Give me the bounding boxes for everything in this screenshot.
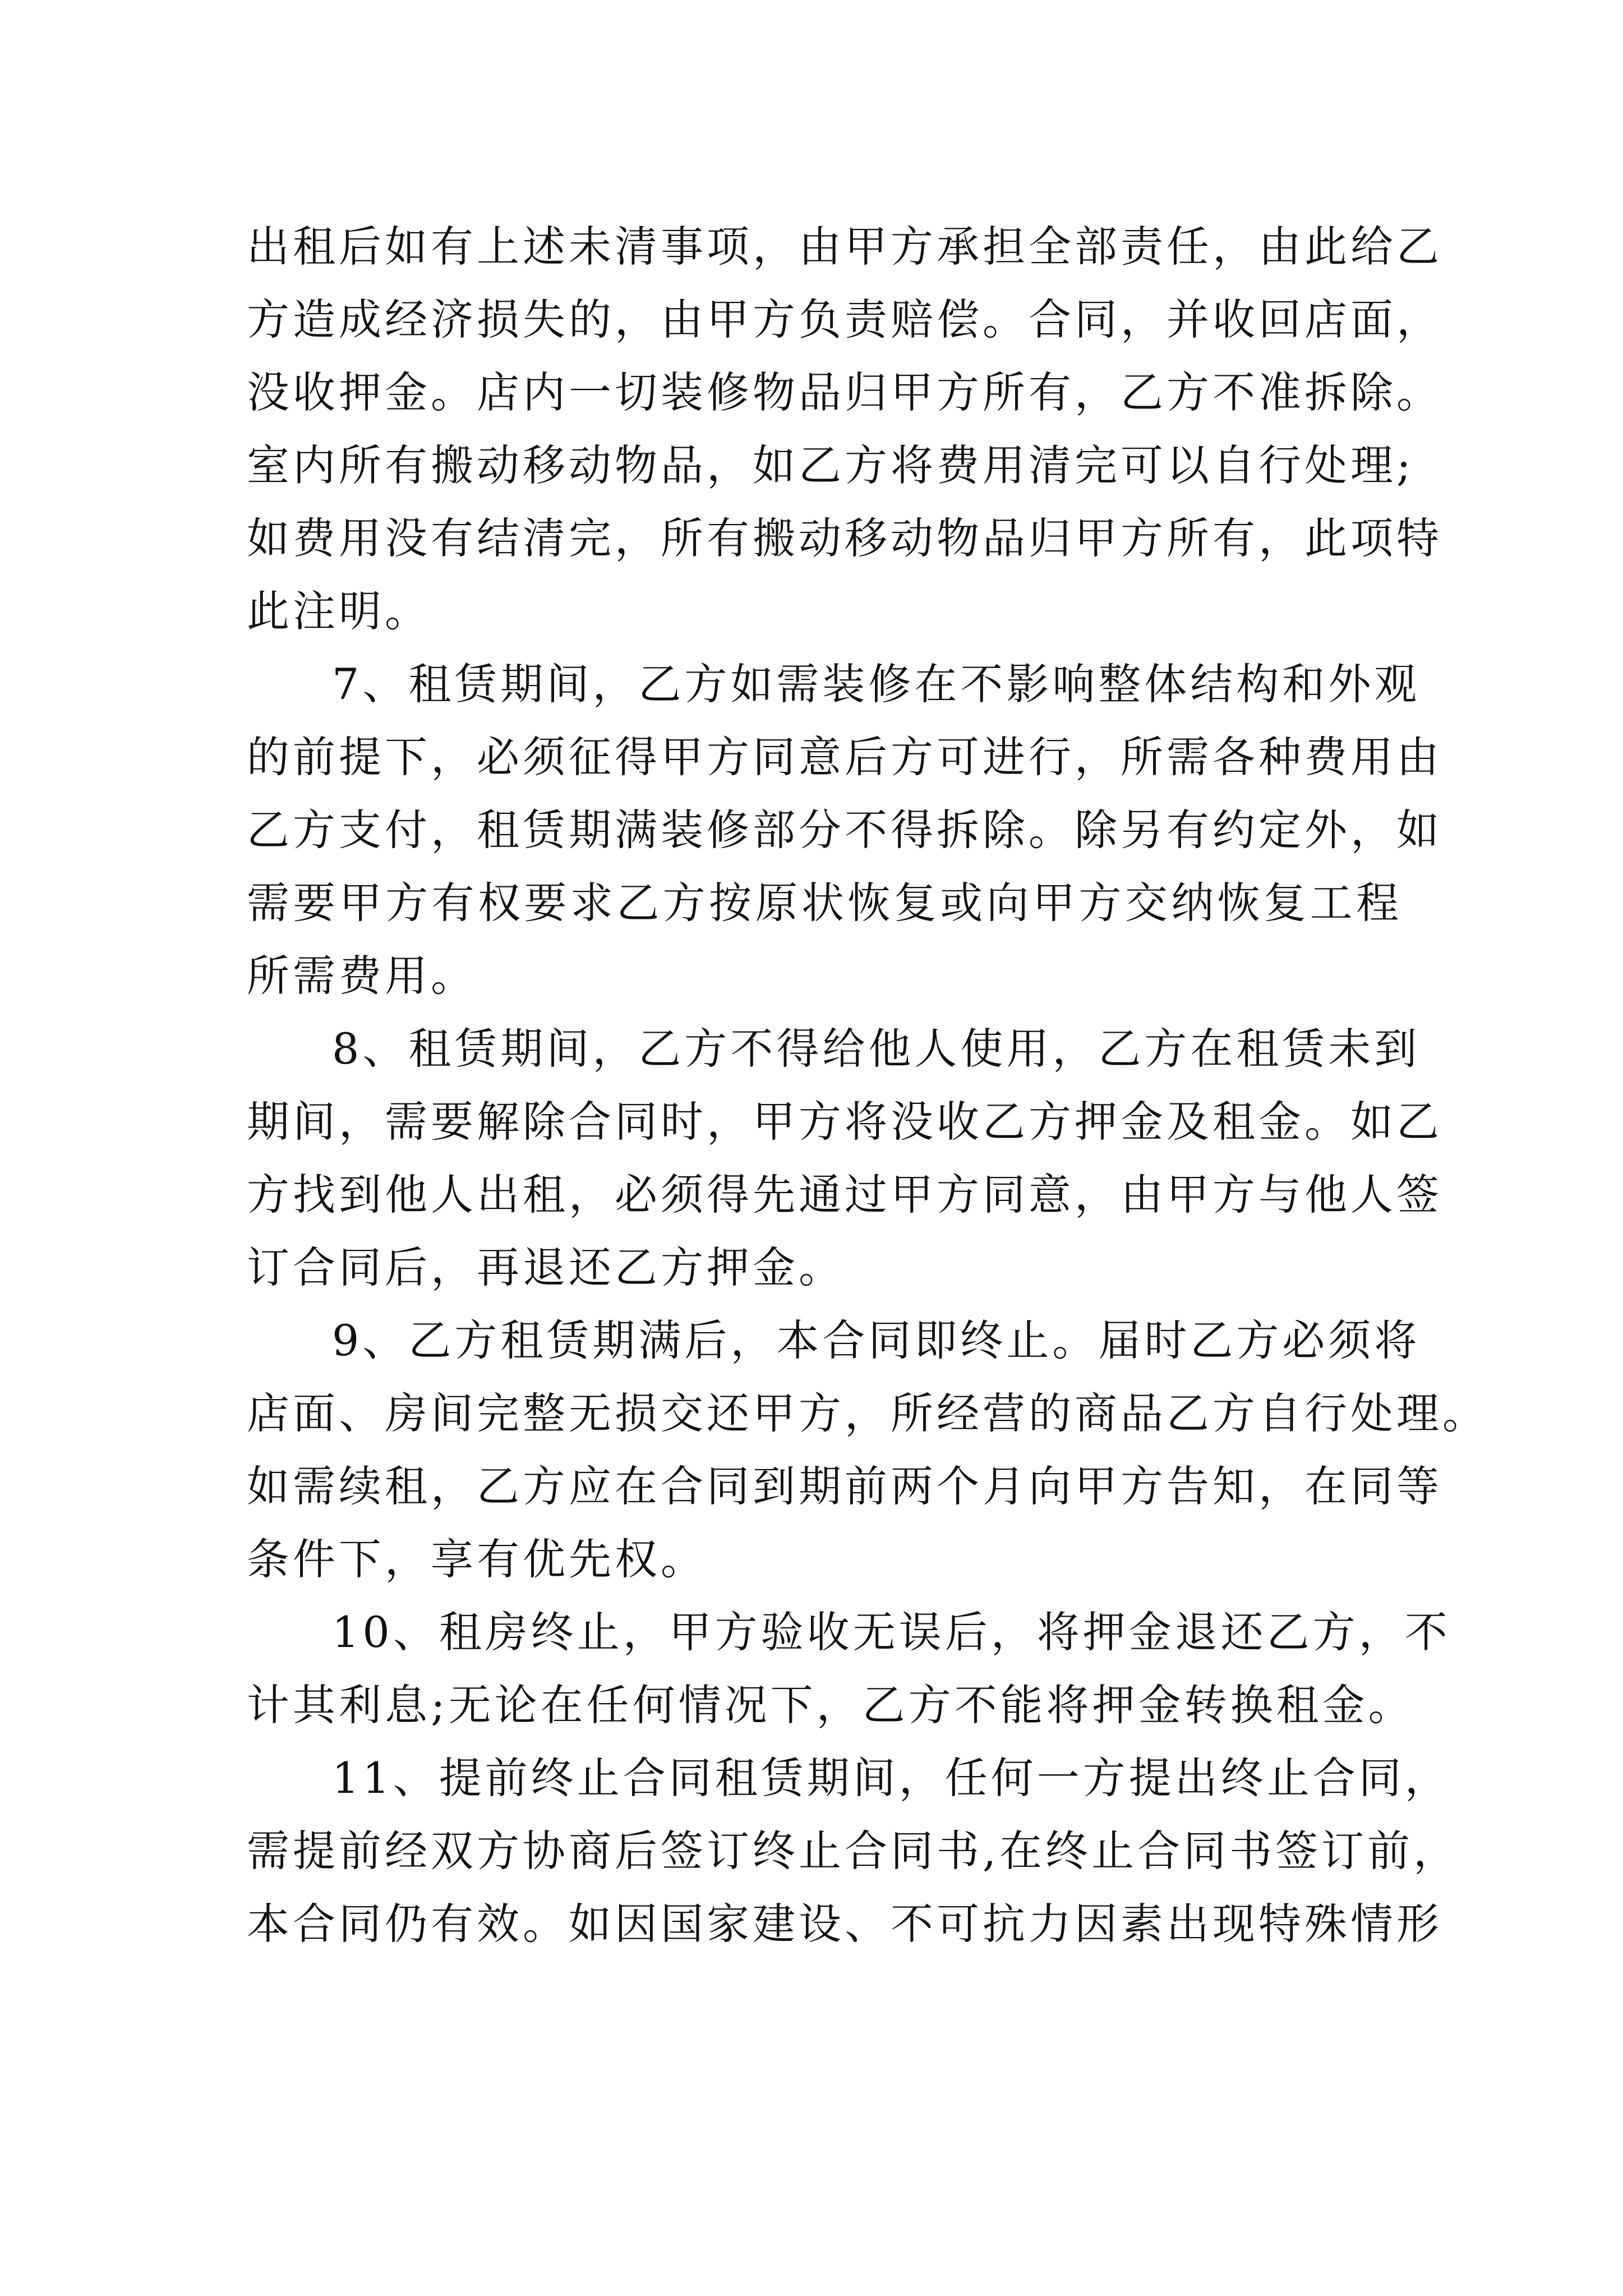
- text-line: 8、租赁期间，乙方不得给他人使用，乙方在租赁未到: [332, 1024, 1421, 1074]
- text-line: 期间，需要解除合同时，甲方将没收乙方押金及租金。如乙: [247, 1097, 1442, 1147]
- text-line: 出租后如有上述未清事项，由甲方承担全部责任，由此给乙: [247, 222, 1442, 272]
- text-line: 没收押金。店内一切装修物品归甲方所有，乙方不准拆除。: [247, 367, 1442, 417]
- text-line: 需提前经双方协商后签订终止合同书,在终止合同书签订前，: [247, 1826, 1460, 1876]
- text-line: 计其利息;无论在任何情况下，乙方不能将押金转换租金。: [247, 1680, 1414, 1730]
- paragraph-continuation: [247, 210, 1442, 648]
- text-line: 所需费用。: [247, 951, 477, 1001]
- clause-7: [247, 648, 1442, 1013]
- text-line: 11、提前终止合同租赁期间，任何一方提出终止合同，: [332, 1753, 1451, 1803]
- text-line: 订合同后，再退还乙方押金。: [247, 1243, 845, 1292]
- document-body: [247, 210, 1488, 1961]
- clause-11: [247, 1742, 1460, 1961]
- text-line: 店面、房间完整无损交还甲方，所经营的商品乙方自行处理。: [247, 1388, 1488, 1438]
- text-line: 乙方支付，租赁期满装修部分不得拆除。除另有约定外，如: [247, 805, 1442, 855]
- text-line: 10、租房终止，甲方验收无误后，将押金退还乙方，不: [332, 1607, 1451, 1657]
- clause-10: [247, 1596, 1451, 1742]
- text-line: 本合同仍有效。如因国家建设、不可抗力因素出现特殊情形: [247, 1899, 1442, 1949]
- text-line: 室内所有搬动移动物品，如乙方将费用清完可以自行处理;: [247, 440, 1414, 490]
- text-line: 如费用没有结清完，所有搬动移动物品归甲方所有，此项特: [247, 513, 1442, 563]
- text-line: 9、乙方租赁期满后，本合同即终止。届时乙方必须将: [332, 1315, 1421, 1365]
- text-line: 此注明。: [247, 586, 431, 636]
- clause-9: [247, 1304, 1488, 1596]
- text-line: 条件下，享有优先权。: [247, 1534, 707, 1584]
- text-line: 方找到他人出租，必须得先通过甲方同意，由甲方与他人签: [247, 1170, 1442, 1220]
- text-line: 方造成经济损失的，由甲方负责赔偿。合同，并收回店面，: [247, 295, 1442, 344]
- text-line: 的前提下，必须征得甲方同意后方可进行，所需各种费用由: [247, 732, 1442, 782]
- clause-8: [247, 1013, 1442, 1304]
- text-line: 如需续租，乙方应在合同到期前两个月向甲方告知，在同等: [247, 1461, 1442, 1511]
- text-line: 需要甲方有权要求乙方按原状恢复或向甲方交纳恢复工程: [247, 878, 1402, 928]
- text-line: 7、租赁期间，乙方如需装修在不影响整体结构和外观: [332, 659, 1421, 709]
